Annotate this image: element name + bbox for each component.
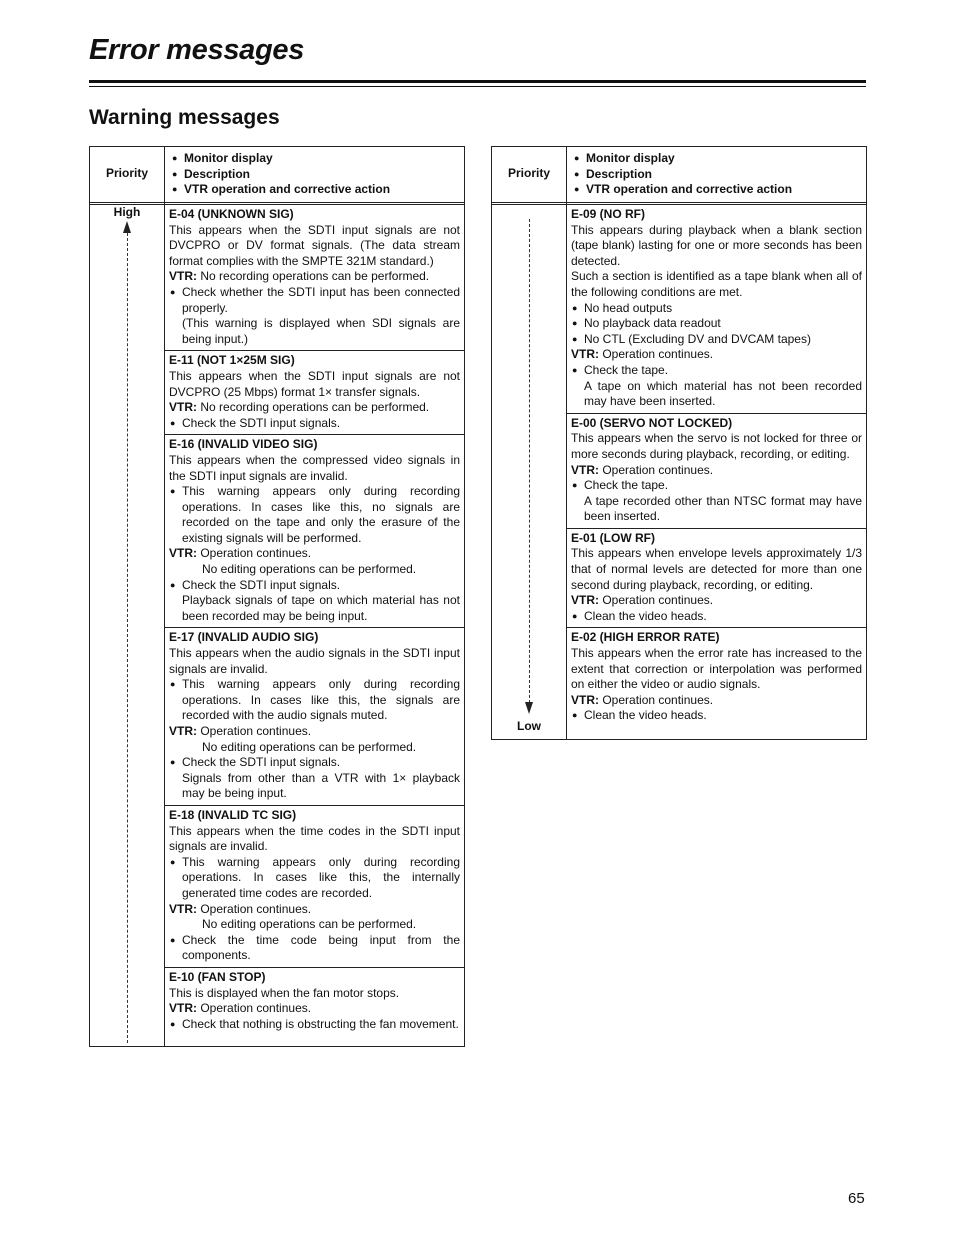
error-description: This appears when the time codes in the SDTI input signals are invalid. <box>169 823 460 854</box>
entry-e01 <box>567 529 866 629</box>
page-title: Error messages <box>89 34 305 66</box>
warning-table-left <box>89 146 465 1047</box>
error-description-extra: Such a section is identified as a tape blank when all of the following conditions are met. <box>571 269 862 299</box>
corrective-action: ● Check the time code being input from the components. <box>169 933 460 964</box>
priority-low-label: Low <box>517 719 541 733</box>
error-description: This appears when the SDTI input signals are not DVCPRO or DV format signals. (The data stream format complies with the SMPTE 321M standard.) <box>169 222 460 268</box>
entry-e10 <box>165 968 464 1035</box>
description-bullet: ● This warning appears only during recording operations. In cases like this, no signals are recorded on the tape and only the erasure of the existing signals will be performed. <box>169 484 460 546</box>
header-items <box>172 151 390 198</box>
vtr-note: No editing operations can be performed. <box>202 562 417 577</box>
header-items <box>574 151 792 198</box>
error-code: E-18 (INVALID TC SIG) <box>169 807 297 822</box>
error-description: This is displayed when the fan motor stops. <box>169 985 400 1000</box>
corrective-action: ● Clean the video heads. <box>571 708 862 724</box>
vtr-operation: VTR: Operation continues. <box>571 347 714 362</box>
vtr-note: No editing operations can be performed. <box>202 739 417 754</box>
table-header <box>492 147 866 203</box>
error-code: E-02 (HIGH ERROR RATE) <box>571 630 720 645</box>
vtr-operation: VTR: Operation continues. <box>571 462 714 477</box>
priority-dashed-line <box>529 219 530 703</box>
corrective-action: ● Check whether the SDTI input has been connected properly. <box>169 285 460 316</box>
title-rule-thick <box>89 80 866 83</box>
warning-table-right <box>491 146 867 740</box>
error-description: This appears when the compressed video signals in the SDTI input signals are invalid. <box>169 452 460 483</box>
corrective-action: ● Check the tape. <box>571 363 862 379</box>
error-description: This appears when the audio signals in the SDTI input signals are invalid. <box>169 646 460 676</box>
corrective-action: ● Check the SDTI input signals. <box>169 578 460 594</box>
entry-e18 <box>165 806 464 968</box>
arrow-down-icon <box>525 702 533 714</box>
priority-dashed-line <box>127 233 128 1043</box>
corrective-action: ● Check that nothing is obstructing the fan movement. <box>169 1017 460 1033</box>
condition-item: ● No head outputs <box>571 301 862 317</box>
error-description: This appears when the SDTI input signals are not DVCPRO (25 Mbps) format 1× transfer signals. <box>169 368 460 399</box>
corrective-action: ● Check the SDTI input signals. <box>169 416 460 432</box>
corrective-action: ● Check the tape. <box>571 478 862 494</box>
priority-column <box>492 205 566 739</box>
action-note: A tape recorded other than NTSC format may have been inserted. <box>584 493 862 524</box>
vtr-operation: VTR: Operation continues. <box>169 901 312 916</box>
priority-column <box>90 205 164 1046</box>
header-item-description: ● Description <box>172 167 390 183</box>
action-note: A tape on which material has not been recorded may have been inserted. <box>584 378 862 409</box>
condition-item: ● No CTL (Excluding DV and DVCAM tapes) <box>571 332 862 348</box>
error-code: E-10 (FAN STOP) <box>169 969 266 984</box>
error-description: This appears during playback when a blank section (tape blank) lasting for one or more seconds has been detected. <box>571 222 862 268</box>
error-description: This appears when the servo is not locked for three or more seconds during playback, recording, or editing. <box>571 431 862 461</box>
entry-e00 <box>567 414 866 529</box>
corrective-action: ● Check the SDTI input signals. <box>169 755 460 771</box>
section-title: Warning messages <box>89 106 280 129</box>
vtr-operation: VTR: Operation continues. <box>169 546 312 561</box>
priority-header: Priority <box>105 166 148 180</box>
error-description: This appears when the error rate has increased to the extent that correction or interpolation was performed on either the video or audio signals. <box>571 646 862 692</box>
entry-e04 <box>165 205 464 351</box>
entry-e16 <box>165 435 464 628</box>
entry-e17 <box>165 628 464 806</box>
header-item-vtr: ● VTR operation and corrective action <box>172 182 390 198</box>
entry-e09 <box>567 205 866 414</box>
page-number: 65 <box>848 1190 865 1207</box>
error-code: E-01 (LOW RF) <box>571 530 655 545</box>
error-code: E-11 (NOT 1×25M SIG) <box>169 353 295 368</box>
error-code: E-04 (UNKNOWN SIG) <box>169 207 294 221</box>
header-item-description: ● Description <box>574 167 792 183</box>
action-note: Signals from other than a VTR with 1× playback may be being input. <box>182 770 460 801</box>
left-entries <box>165 205 464 1035</box>
action-note: Playback signals of tape on which material has not been recorded may be being input. <box>182 593 460 623</box>
action-note: (This warning is displayed when SDI signals are being input.) <box>182 316 460 346</box>
vtr-note: No editing operations can be performed. <box>202 917 417 932</box>
header-item-monitor: ● Monitor display <box>172 151 390 167</box>
corrective-action: ● Clean the video heads. <box>571 609 862 625</box>
right-entries <box>567 205 866 727</box>
error-code: E-00 (SERVO NOT LOCKED) <box>571 415 733 430</box>
priority-header: Priority <box>507 166 550 180</box>
entry-e02 <box>567 628 866 727</box>
vtr-operation: VTR: Operation continues. <box>571 692 714 707</box>
vtr-operation: VTR: Operation continues. <box>169 1001 312 1016</box>
vtr-operation: VTR: Operation continues. <box>571 593 714 608</box>
header-item-monitor: ● Monitor display <box>574 151 792 167</box>
description-bullet: ● This warning appears only during recording operations. In cases like this, the internally generated time codes are recorded. <box>169 855 460 902</box>
title-rule-thin <box>89 86 866 87</box>
error-code: E-17 (INVALID AUDIO SIG) <box>169 630 319 645</box>
arrow-up-icon <box>123 221 131 233</box>
description-bullet: ● This warning appears only during recording operations. In cases like this, the signals are recorded with the audio signals muted. <box>169 677 460 724</box>
error-code: E-16 (INVALID VIDEO SIG) <box>169 437 318 452</box>
condition-item: ● No playback data readout <box>571 316 862 332</box>
vtr-operation: VTR: No recording operations can be performed. <box>169 269 430 284</box>
error-description: This appears when envelope levels approximately 1/3 that of normal levels are detected for more than one second during playback, recording, or editing. <box>571 546 862 592</box>
vtr-operation: VTR: Operation continues. <box>169 724 312 738</box>
vtr-operation: VTR: No recording operations can be performed. <box>169 400 430 415</box>
table-header <box>90 147 464 203</box>
priority-high-label: High <box>113 205 141 219</box>
header-item-vtr: ● VTR operation and corrective action <box>574 182 792 198</box>
entry-e11 <box>165 351 464 435</box>
error-code: E-09 (NO RF) <box>571 207 646 221</box>
